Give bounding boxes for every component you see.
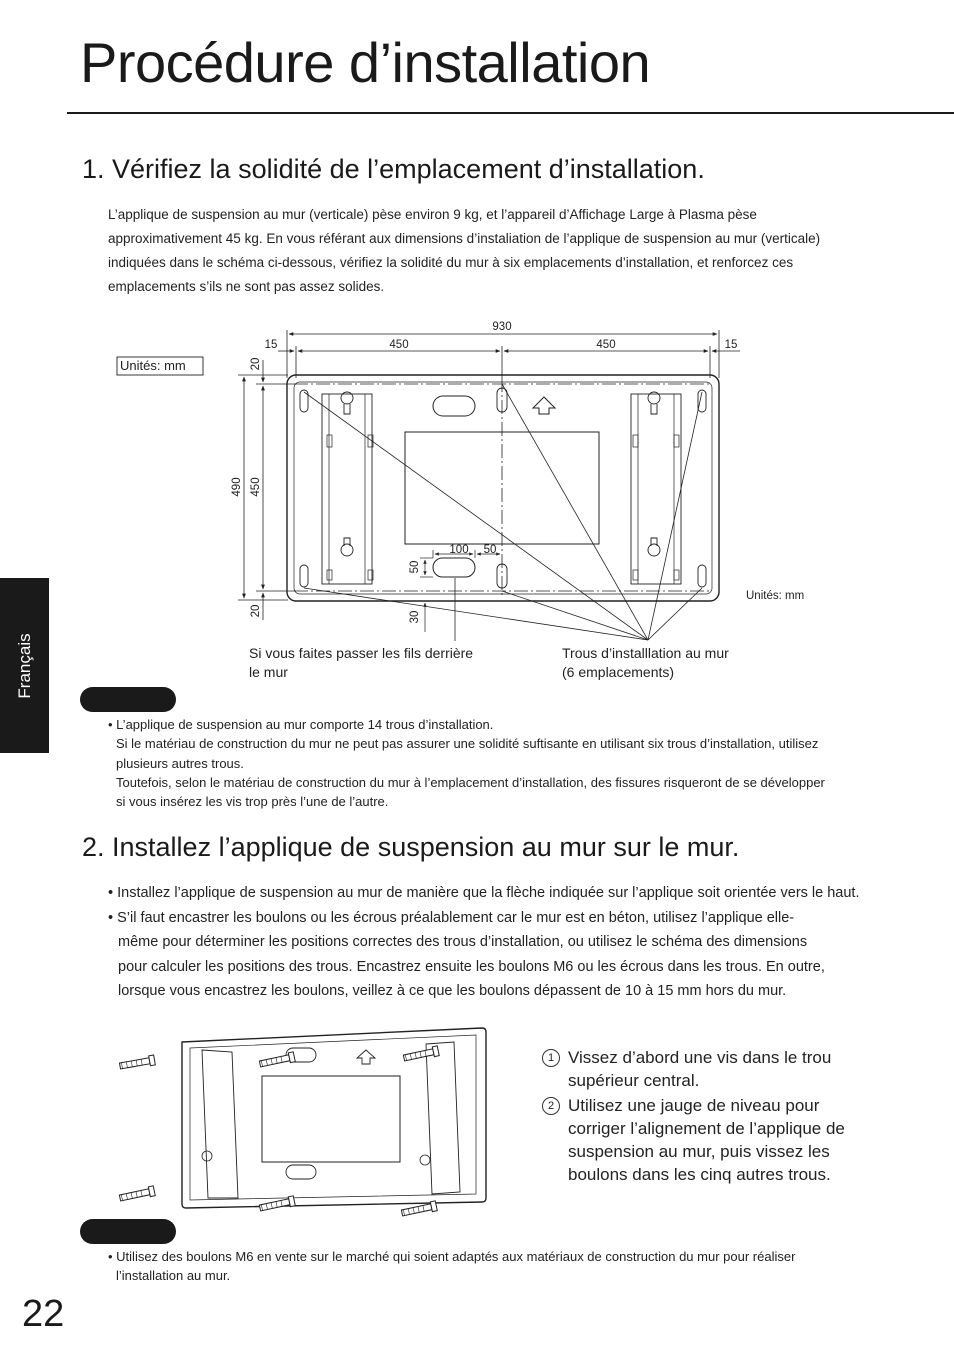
note-line: si vous insérez les vis trop près l’une de l’autre. <box>116 794 389 810</box>
page-title: Procédure d’installation <box>80 31 651 94</box>
note-line: l’installation au mur. <box>116 1268 231 1284</box>
note-line: Toutefois, selon le matériau de construction du mur à l’emplacement d’installation, des fissures risqueront de se développer <box>116 774 825 790</box>
bracket-install-illustration <box>110 1020 500 1220</box>
language-label: Français <box>14 632 34 699</box>
bullet-line: pour calculer les positions des trous. Encastrez ensuite les boulons M6 ou les écrous dans les trous. En outre, <box>118 958 825 975</box>
step-item <box>540 1094 880 1186</box>
dim-20-top: 20 <box>250 357 262 371</box>
note-line: plusieurs autres trous. <box>116 755 244 771</box>
callout-holes-line1: Trous d’installlation au mur <box>562 645 729 661</box>
callout-cable-line2: le mur <box>249 664 288 680</box>
units-label-boxed: Unités: mm <box>120 358 186 373</box>
dim-100: 100 <box>449 544 469 556</box>
dim-50-h: 50 <box>483 544 497 556</box>
dim-50-vertical: 50 <box>409 560 421 574</box>
section1-line: approximativement 45 kg. En vous référant aux dimensions d’instaliation de l’applique de suspension au mur (verticale) <box>108 231 821 246</box>
bullet-line: • S’il faut encastrer les boulons ou les écrous préalablement car le mur est en béton, utilisez l’applique elle- <box>108 909 795 926</box>
section1-line: emplacements s’ils ne sont pas assez solides. <box>108 279 385 294</box>
callout-holes-line2: (6 emplacements) <box>562 664 675 680</box>
note-line: • L’applique de suspension au mur comporte 14 trous d’installation. <box>108 717 494 732</box>
step-number: 1 <box>542 1049 560 1067</box>
step-text: Utilisez une jauge de niveau pour corriger l’alignement de l’applique de suspension au mur, puis vissez les boulons dans les cinq autres trous. <box>568 1096 845 1184</box>
note-line: Si le matériau de construction du mur ne peut pas assurer une solidité suftisante en utilisant six trous d’installation, utilisez <box>116 736 819 752</box>
install-steps <box>540 1046 880 1188</box>
units-label-plain: Unités: mm <box>746 590 805 602</box>
section2-bullets <box>108 881 918 1004</box>
dim-15-left: 15 <box>264 339 278 351</box>
dim-15-right: 15 <box>724 339 738 351</box>
dim-30: 30 <box>409 610 421 624</box>
step-number: 2 <box>542 1097 560 1115</box>
dim-450-vertical: 450 <box>250 477 262 497</box>
dim-20-bottom: 20 <box>250 604 262 618</box>
page-number: 22 <box>22 1293 65 1335</box>
section2-heading: 2. Installez l’applique de suspension au mur sur le mur. <box>82 832 740 862</box>
section1-heading: 1. Vérifiez la solidité de l’emplacement d’installation. <box>82 154 705 184</box>
section1-note <box>108 715 918 811</box>
note-badge <box>80 1219 176 1244</box>
dim-450-left: 450 <box>389 339 409 351</box>
section1-line: indiquées dans le schéma ci-dessous, vérifiez la solidité du mur à six emplacements d’installation, et renforcez ces <box>108 255 794 270</box>
bullet-line: même pour déterminer les positions correctes des trous d’installation, ou utilisez le schéma des dimensions <box>118 934 808 950</box>
section1-line: L’applique de suspension au mur (verticale) pèse environ 9 kg, et l’appareil d’Affichage Large à Plasma pèse <box>108 207 757 222</box>
step-item <box>540 1046 880 1092</box>
dim-490: 490 <box>231 477 243 497</box>
bracket-dimension-diagram <box>0 310 954 690</box>
dim-930: 930 <box>492 321 512 333</box>
section2-note <box>108 1247 918 1286</box>
callout-cable-line1: Si vous faites passer les fils derrière <box>249 645 474 661</box>
bullet-line: lorsque vous encastrez les boulons, veillez à ce que les boulons dépassent de 10 à 15 mm hors du mur. <box>118 983 787 999</box>
dim-450-right: 450 <box>596 339 616 351</box>
bullet-line: • Installez l’applique de suspension au mur de manière que la flèche indiquée sur l’applique soit orientée vers le haut. <box>108 885 860 901</box>
note-line: • Utilisez des boulons M6 en vente sur le marché qui soient adaptés aux matériaux de construction du mur pour réaliser <box>108 1249 796 1264</box>
note-badge <box>80 687 176 712</box>
title-rule <box>67 112 954 114</box>
section1-paragraph <box>108 203 908 299</box>
step-text: Vissez d’abord une vis dans le trou supérieur central. <box>568 1048 832 1090</box>
